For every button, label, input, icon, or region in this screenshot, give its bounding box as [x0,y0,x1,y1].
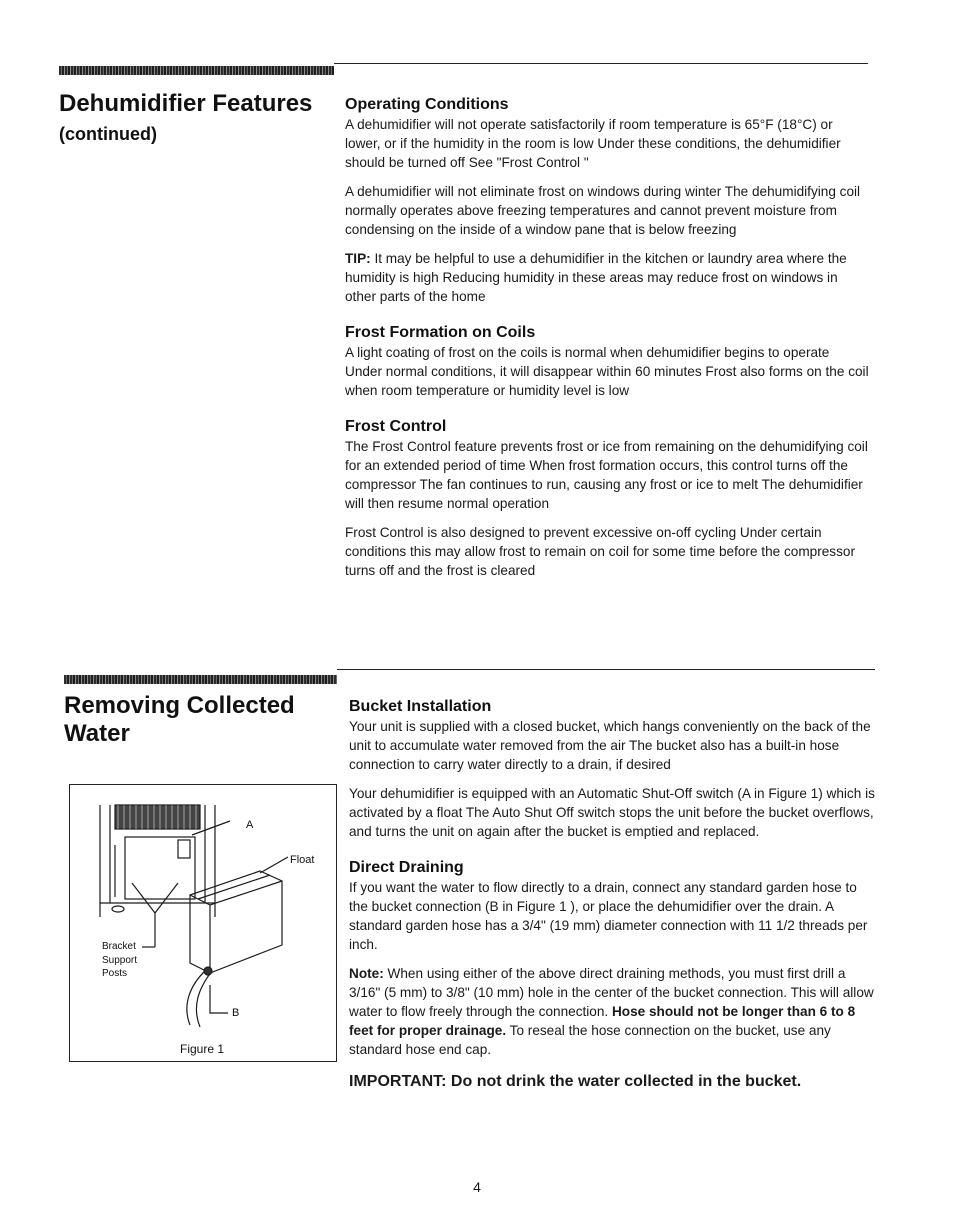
paragraph: If you want the water to flow directly to a drain, connect any standard garden hose to the bucket connection (B in Figure 1 ), or place the dehumidifier over the drain. A standard garden hose has a 3/4" (19 mm) diameter connection with 11 1/2 threads per inch. [349,880,868,952]
title-line-1: Removing Collected [64,692,295,719]
note-label: Note: [349,966,384,981]
label-bracket: Bracket [102,941,136,952]
note-paragraph [349,964,879,1059]
tip-text: It may be helpful to use a dehumidifier in the kitchen or laundry area where the humidity is high Reducing humidity in these areas may reduce frost on windows in other parts of the home [345,251,847,304]
section-title: Dehumidifier Features [59,90,313,117]
note-end: To reseal the hose connection on the bucket, use any standard hose end cap. [349,1023,831,1057]
frost-formation-heading: Frost Formation on Coils [345,324,536,341]
paragraph: A dehumidifier will not eliminate frost on windows during winter The dehumidifying coil normally operates above freezing temperatures and cannot prevent moisture from condensing on the inside of a window pane that is below freezing [345,184,861,237]
section1-content [345,96,870,590]
page-number: 4 [473,1179,481,1195]
paragraph: A light coating of frost on the coils is normal when dehumidifier begins to operate Under normal conditions, it will disappear within 60 minutes Frost also forms on the coil when room temperature or humidity level is low [345,345,869,398]
tip-label: TIP: [345,251,371,266]
section-rule [337,669,875,670]
direct-draining-heading: Direct Draining [349,859,464,876]
section-header-bar [64,675,337,684]
title-line-2: Water [64,720,130,747]
label-float: Float [290,854,315,866]
section-rule [334,63,868,64]
paragraph: The Frost Control feature prevents frost or ice from remaining on the dehumidifying coil for an extended period of time When frost formation occurs, this control turns off the compressor The fan continues to run, causing any frost or ice to melt The dehumidifier will then resume normal operation [345,439,868,511]
label-support: Support [102,955,138,966]
section2-content [349,698,879,1091]
note-bold: Hose should not be longer than 6 to 8 feet for proper drainage. [349,1004,856,1038]
label-posts: Posts [102,968,128,979]
bucket-installation-heading: Bucket Installation [349,698,492,715]
section-title [64,692,295,748]
important-warning: IMPORTANT: Do not drink the water collected in the bucket. [349,1073,802,1090]
figure-caption: Figure 1 [180,1042,225,1056]
operating-conditions-heading: Operating Conditions [345,96,509,113]
paragraph: A dehumidifier will not operate satisfactorily if room temperature is 65°F (18°C) or lower, or if the humidity in the room is low Under these conditions, the dehumidifier should be turned off See "Frost Control " [345,117,841,170]
frost-control-heading: Frost Control [345,418,447,435]
note-text: When using either of the above direct draining methods, you must first drill a 3/16" (5 mm) to 3/8" (10 mm) hole in the center of the bucket connection. This will allow water to flow freely through the connection. [349,966,874,1019]
figure-1 [69,784,337,1062]
tip-paragraph [345,249,870,306]
paragraph: Your unit is supplied with a closed bucket, which hangs conveniently on the back of the unit to accumulate water removed from the air The bucket also has a built-in hose connection to carry water directly to a drain, if desired [349,719,871,772]
label-b: B [232,1007,240,1019]
section-subtitle: (continued) [59,124,157,144]
paragraph: Frost Control is also designed to prevent excessive on-off cycling Under certain conditions this may allow frost to remain on coil for some time before the compressor turns off and the frost is cleared [345,525,855,578]
section-header-bar [59,66,334,75]
paragraph: Your dehumidifier is equipped with an Automatic Shut-Off switch (A in Figure 1) which is activated by a float The Auto Shut Off switch stops the unit before the bucket overflows, and turns the unit on again after the bucket is emptied and replaced. [349,786,875,839]
dehumidifier-diagram [70,785,336,1061]
label-a: A [246,819,254,831]
